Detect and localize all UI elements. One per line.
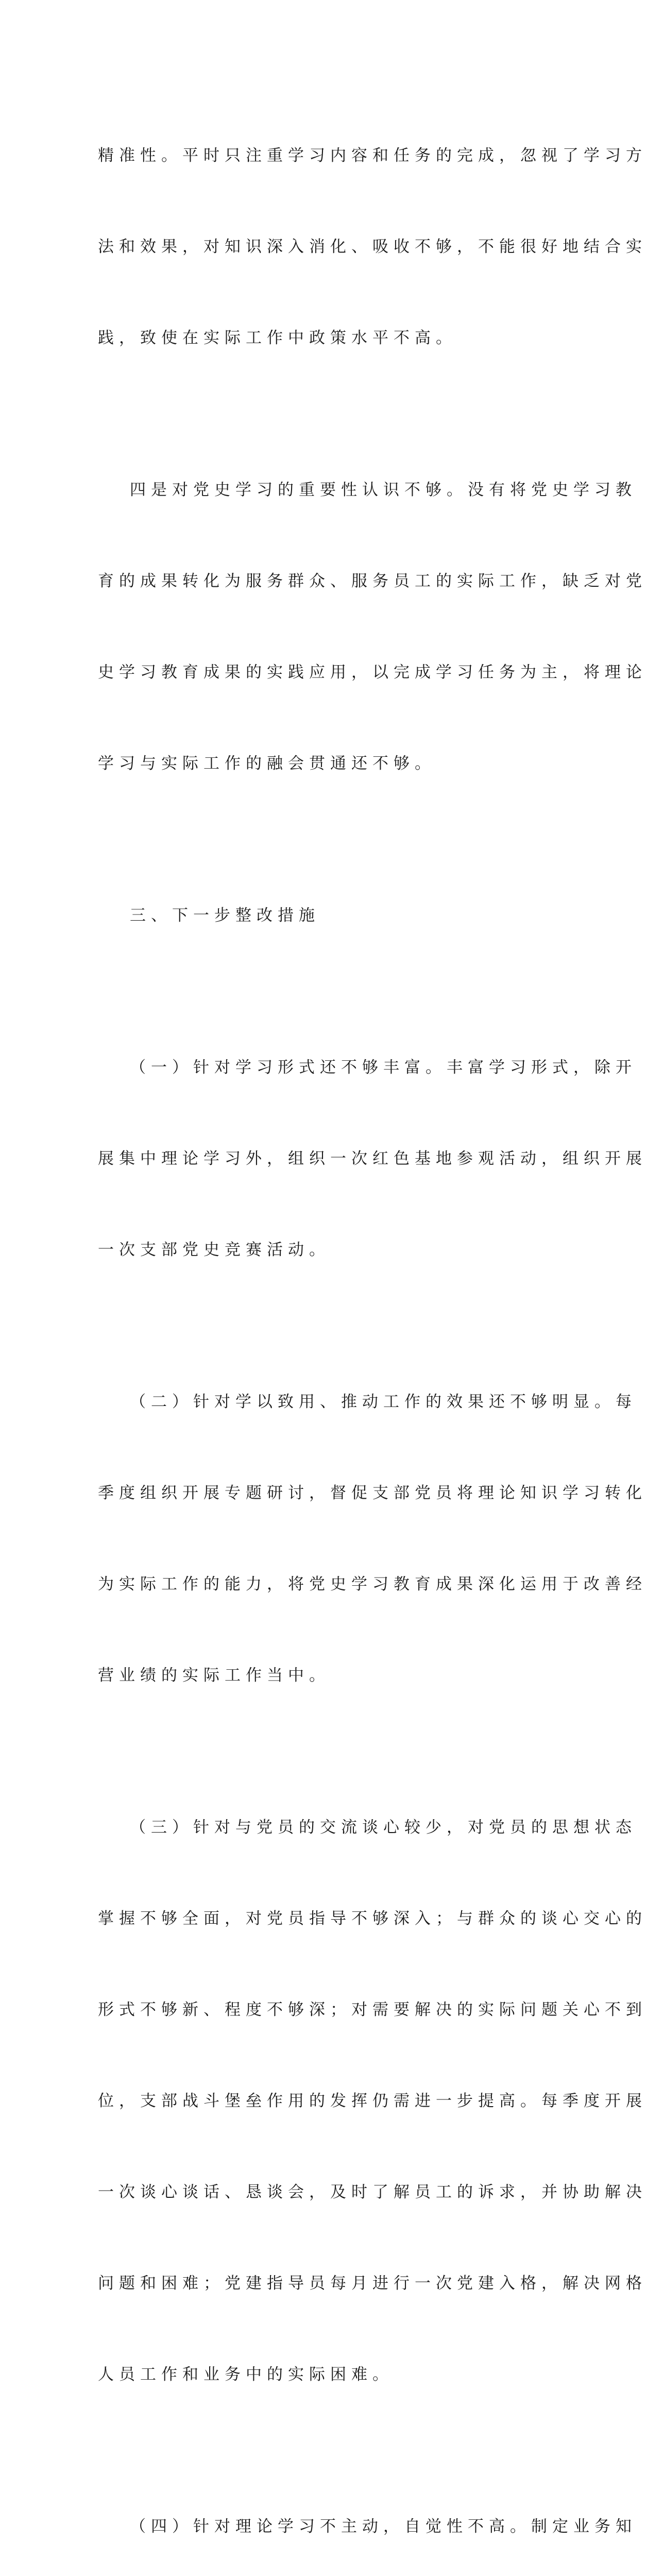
paragraph-measure-four [98,2451,637,2576]
paragraph-measure-two [98,1326,647,1752]
text-line: 展集中理论学习外，组织一次红色基地参观活动，组织开展 [98,1149,647,1168]
text-line: 四是对党史学习的重要性认识不够。没有将党史学习教 [130,481,637,499]
text-line: 问题和困难；党建指导员每月进行一次党建入格，解决网格 [98,2274,647,2293]
text-line: 学习与实际工作的融会贯通还不够。 [98,754,436,773]
section-heading-three [98,840,545,992]
text-line: （四）针对理论学习不主动，自觉性不高。制定业务知 [130,2517,637,2536]
paragraph-measure-one [98,992,647,1326]
text-line: 人员工作和业务中的实际困难。 [98,2365,394,2384]
text-line: 践，致使在实际工作中政策水平不高。 [98,329,457,347]
text-line: 为实际工作的能力，将党史学习教育成果深化运用于改善经 [98,1575,647,1594]
text-line: 位，支部战斗堡垒作用的发挥仍需进一步提高。每季度开展 [98,2092,647,2110]
heading-line: 三、下一步整改措施 [130,906,320,925]
text-line: 精准性。平时只注重学习内容和任务的完成，忽视了学习方 [98,146,647,165]
text-line: （一）针对学习形式还不够丰富。丰富学习形式，除开 [130,1058,637,1077]
document-body [98,80,647,2576]
text-line: 育的成果转化为服务群众、服务员工的实际工作，缺乏对党 [98,572,647,590]
text-line: 一次支部党史竞赛活动。 [98,1241,330,1259]
text-line: 形式不够新、程度不够深；对需要解决的实际问题关心不到 [98,2001,647,2019]
paragraph-measure-three [98,1752,647,2451]
text-line: 法和效果，对知识深入消化、吸收不够，不能很好地结合实 [98,238,647,256]
text-line: 季度组织开展专题研讨，督促支部党员将理论知识学习转化 [98,1484,647,1502]
text-line: 史学习教育成果的实践应用，以完成学习任务为主，将理论 [98,663,647,682]
text-line: （三）针对与党员的交流谈心较少，对党员的思想状态 [130,1818,637,1837]
text-line: （二）针对学以致用、推动工作的效果还不够明显。每 [130,1393,637,1411]
paragraph-continuation [98,80,647,414]
text-line: 一次谈心谈话、恳谈会，及时了解员工的诉求，并协助解决 [98,2183,647,2201]
paragraph-point-four [98,414,647,840]
text-line: 掌握不够全面，对党员指导不够深入；与群众的谈心交心的 [98,1909,647,1928]
text-line: 营业绩的实际工作当中。 [98,1666,330,1685]
